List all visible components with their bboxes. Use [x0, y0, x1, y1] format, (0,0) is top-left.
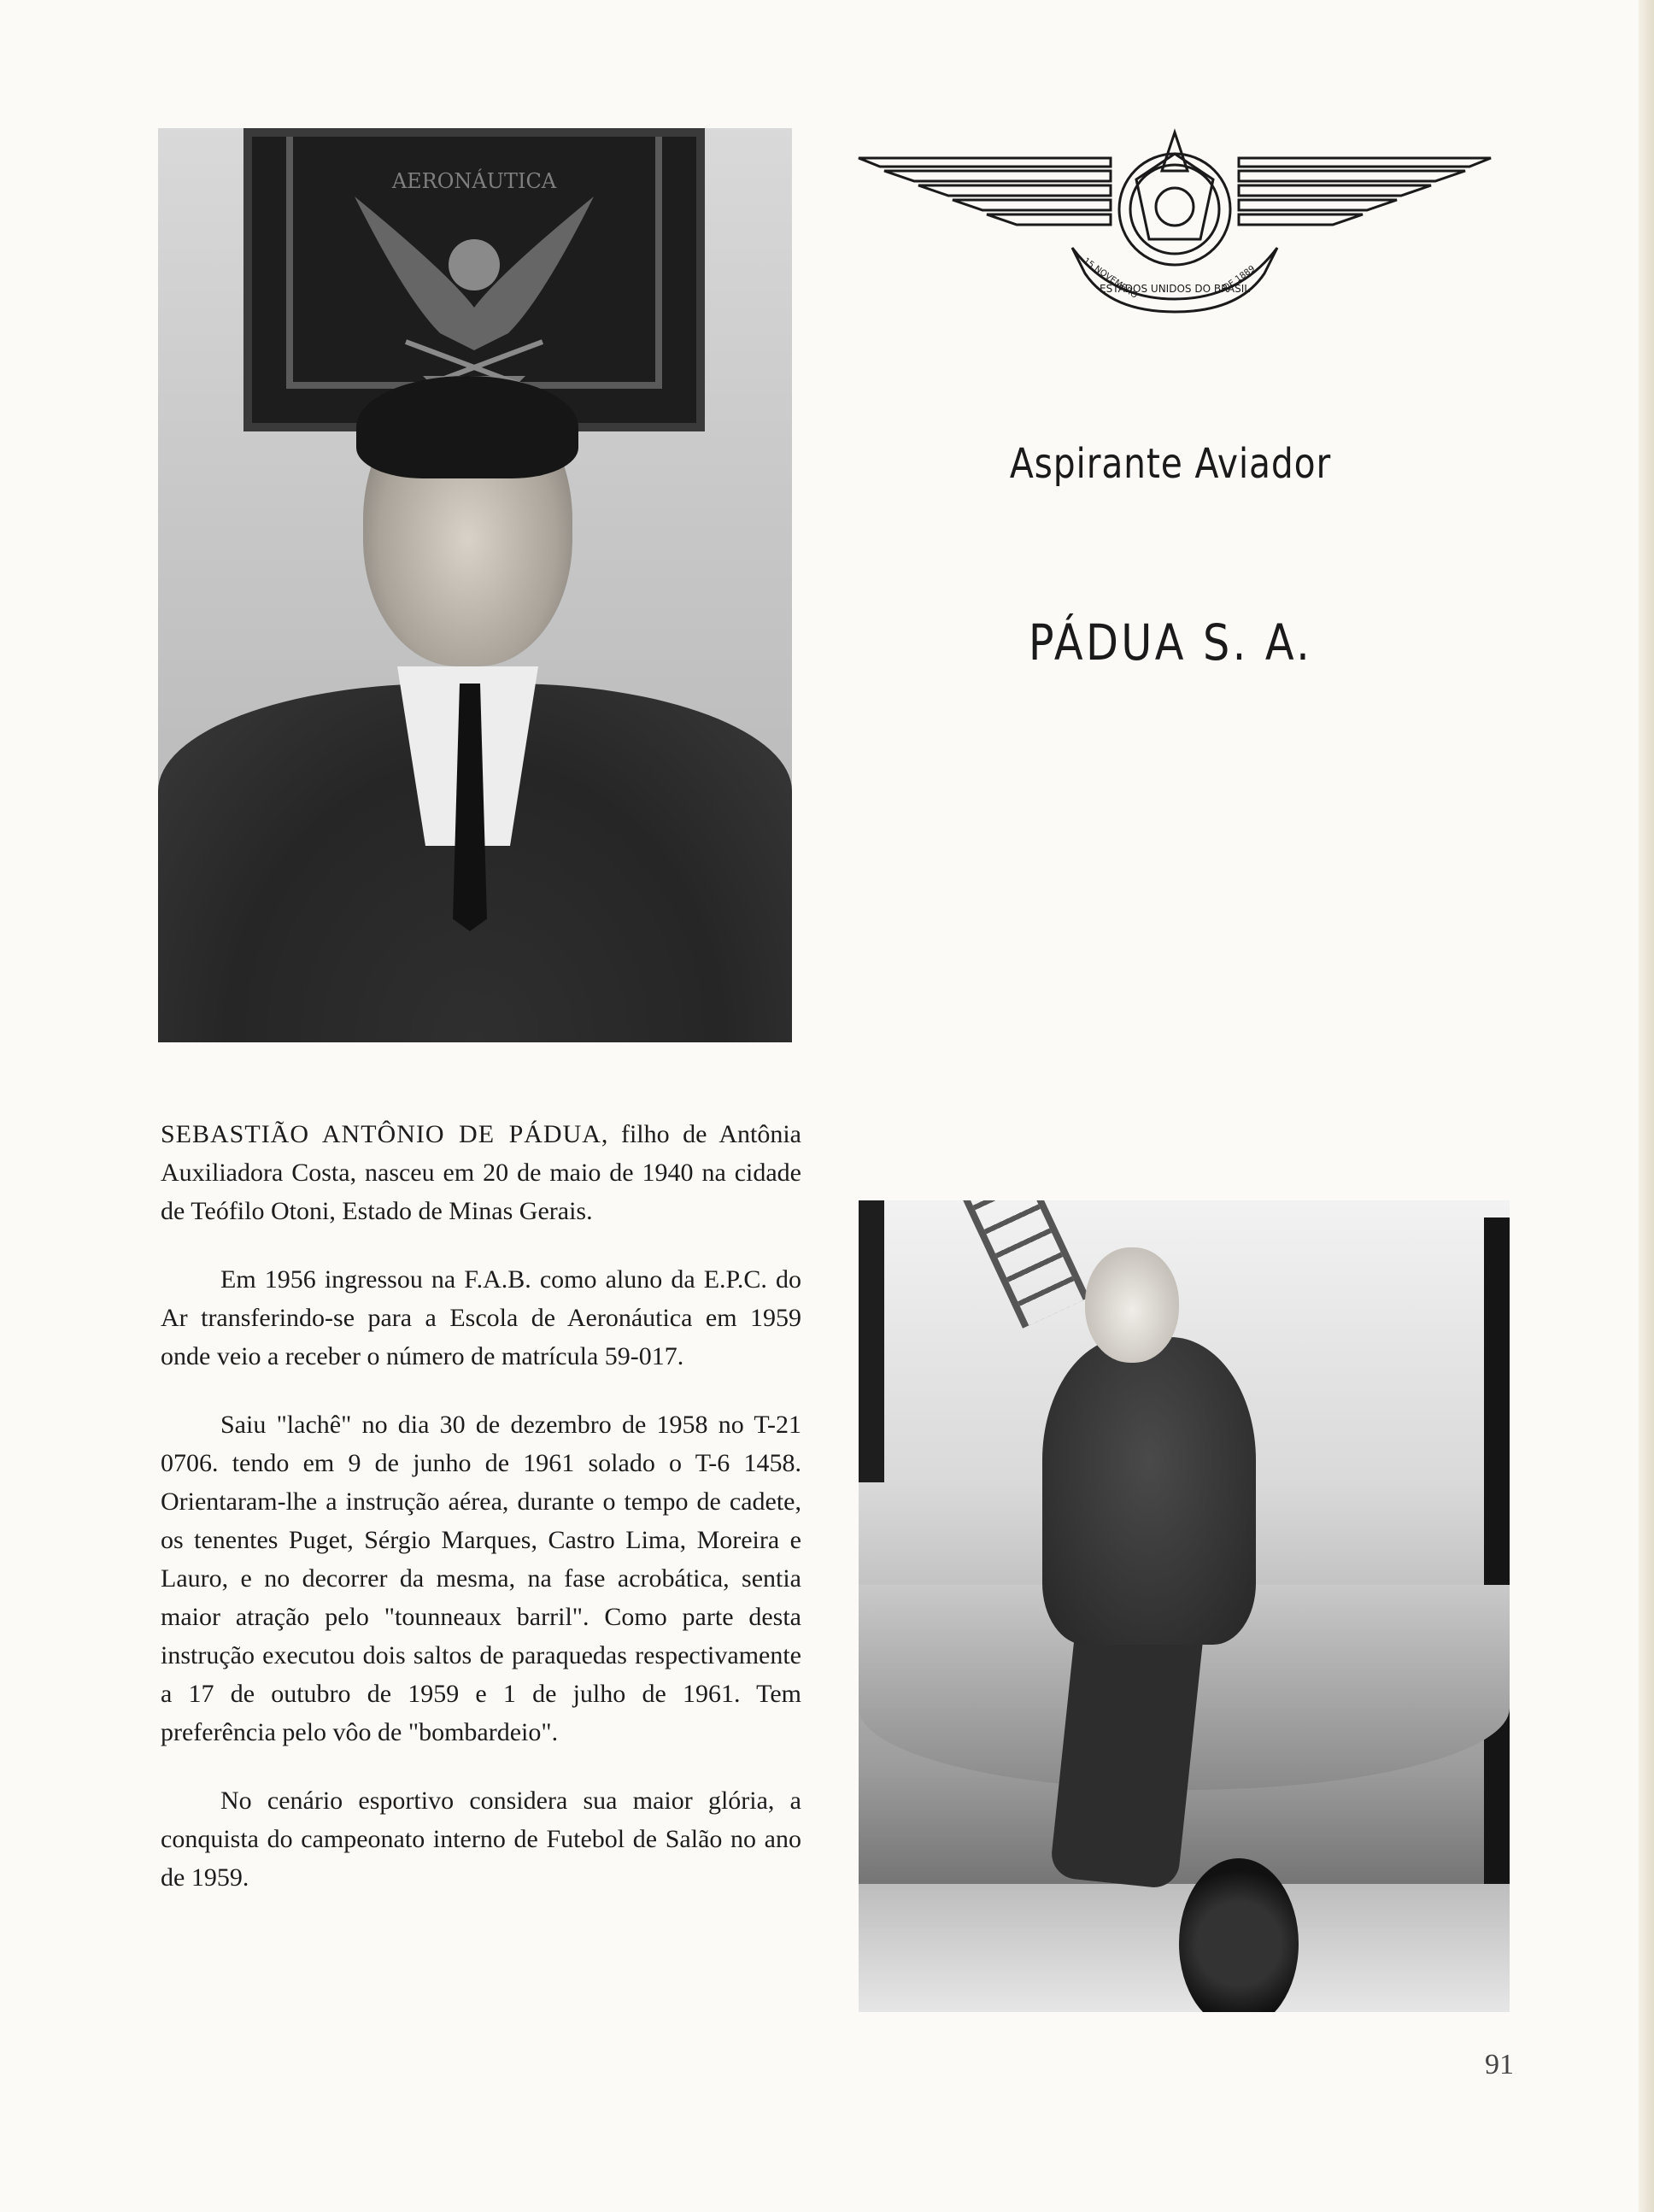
- landing-gear-wheel: [1179, 1858, 1299, 2012]
- photo-shadow-left: [859, 1200, 884, 1482]
- cadet-name-title: PÁDUA S. A.: [1028, 613, 1313, 672]
- bio-paragraph-1: [161, 1115, 801, 1230]
- cadet-aircraft-photo: [859, 1200, 1510, 2012]
- rank-title: Aspirante Aviador: [1009, 440, 1332, 488]
- biography-text: [161, 1115, 801, 1927]
- bio-paragraph-4: No cenário esportivo considera sua maior glória, a conquista do campeonato interno de Futebol de Salão no ano de 1959.: [161, 1787, 801, 1892]
- hair: [356, 376, 578, 478]
- cockpit-ladder: [958, 1200, 1089, 1329]
- page-edge: [1639, 0, 1654, 2212]
- air-force-wings-emblem-icon: [854, 128, 1495, 320]
- bio-paragraph-3: Saiu "lachê" no dia 30 de dezembro de 1958 no T-21 0706. tendo em 9 de junho de 1961 solado o T-6 1458. Orientaram-lhe a instrução aérea, durante o tempo de cadete, os tenentes Puget, Sérgio Marques, Castro Lima, Moreira e Lauro, e no decorrer da mesma, na fase acrobática, sentia maior atração pelo "tounneaux barril". Como parte desta instrução executou dois saltos de paraquedas respectivamente a 17 de outubro de 1959 e 1 de julho de 1961. Tem preferência pelo vôo de "bombardeio".: [161, 1411, 801, 1746]
- plaque-arch-text: AERONÁUTICA: [391, 169, 557, 193]
- portrait-photo: [158, 128, 792, 1042]
- emblem-right-scroll-text: DE 1889: [1221, 264, 1258, 293]
- flight-suit: [1042, 1337, 1256, 1645]
- cadet-face: [1085, 1247, 1179, 1363]
- emblem-ribbon-text: ESTADOS UNIDOS DO BRASIL: [1100, 283, 1250, 295]
- page-number: 91: [1485, 2049, 1514, 2080]
- bio-paragraph-2: Em 1956 ingressou na F.A.B. como aluno da E.P.C. do Ar transferindo-se para a Escola de Aeronáutica em 1959 onde veio a receber o número de matrícula 59-017.: [161, 1265, 801, 1370]
- bio-paragraph-1-text: , filho de Antônia Auxiliadora Costa, nasceu em 20 de maio de 1940 na cidade de Teófilo Otoni, Estado de Minas Gerais.: [161, 1120, 801, 1225]
- emblem-left-scroll-text: 15 NOVEMBRO: [1081, 256, 1140, 301]
- bio-full-name: SEBASTIÃO ANTÔNIO DE PÁDUA: [161, 1120, 601, 1148]
